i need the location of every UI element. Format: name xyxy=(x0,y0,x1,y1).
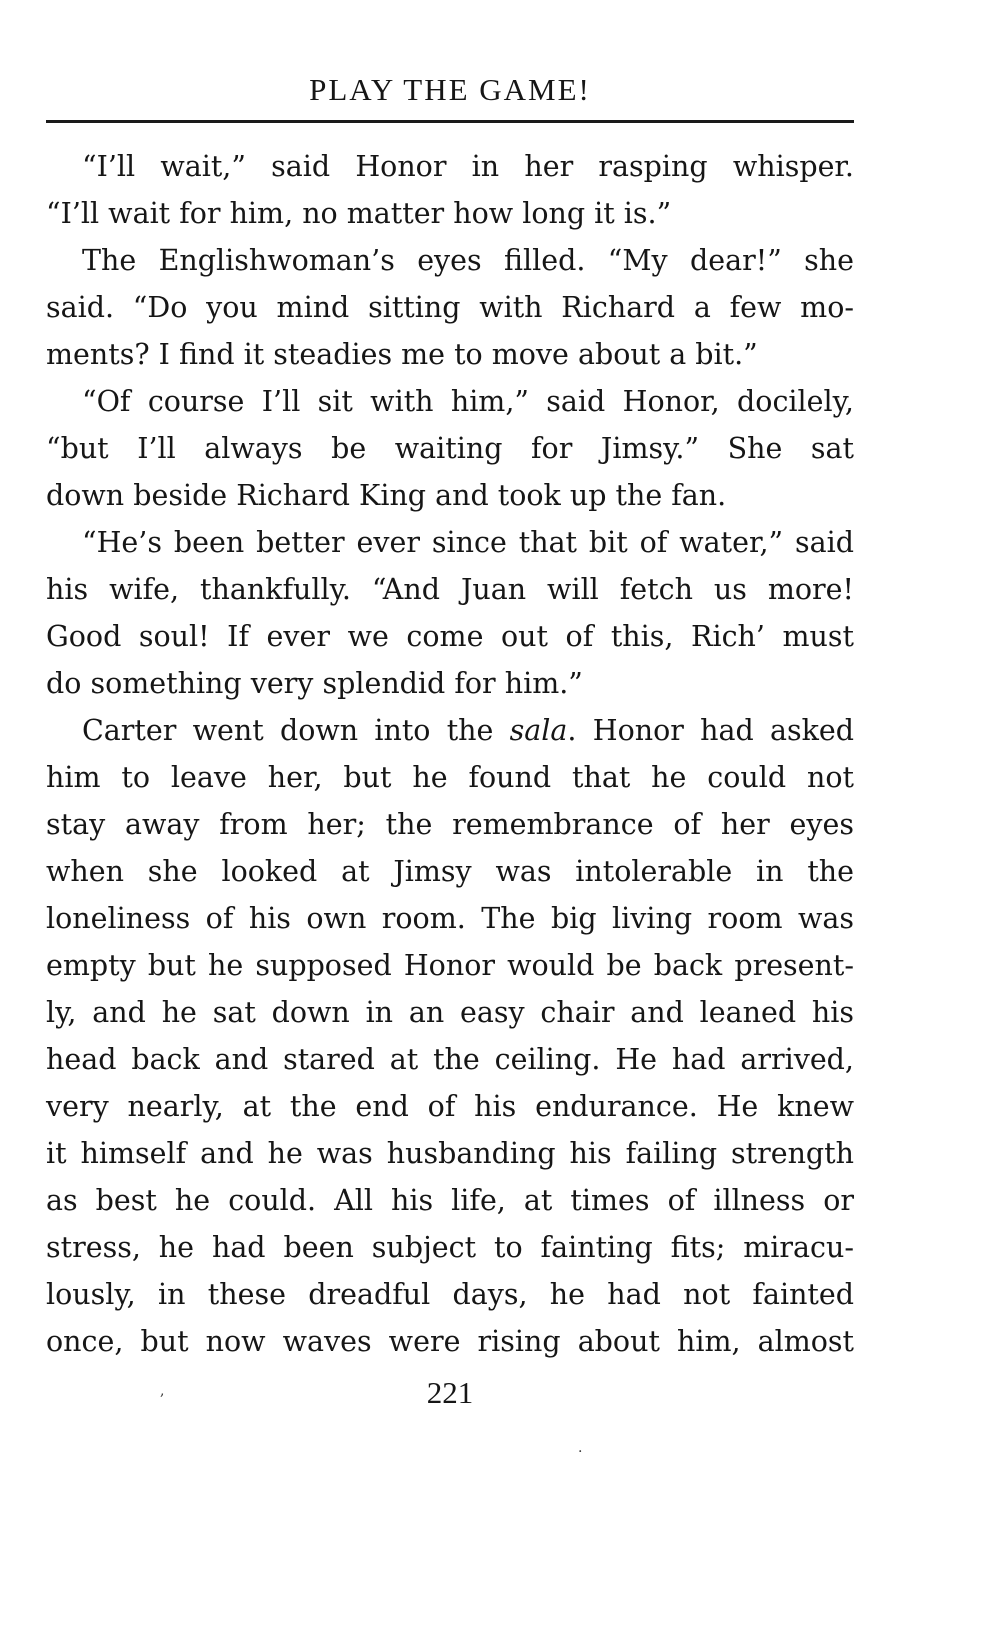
page-number: 221 xyxy=(426,1375,474,1410)
text-line: it himself and he was husbanding his failing strength xyxy=(46,1137,854,1170)
text-line: loneliness of his own room. The big living room was xyxy=(46,902,854,935)
text-line: empty but he supposed Honor would be back present- xyxy=(46,949,854,982)
text-line: Good soul! If ever we come out of this, Rich’ must xyxy=(46,620,854,653)
text-line: “I’ll wait,” said Honor in her rasping whisper. xyxy=(82,150,854,183)
body-text xyxy=(46,143,854,1365)
text-line: when she looked at Jimsy was intolerable in the xyxy=(46,855,854,888)
text-line: “He’s been better ever since that bit of water,” said xyxy=(82,526,854,559)
stray-mark: . xyxy=(578,1440,583,1456)
text-line: “Of course I’ll sit with him,” said Honor, docilely, xyxy=(82,385,854,418)
text-line: Carter went down into the sala. Honor had asked xyxy=(82,714,854,747)
text-line: ments? I find it steadies me to move about a bit.” xyxy=(46,338,758,371)
text-line: said. “Do you mind sitting with Richard a few mo- xyxy=(46,291,854,324)
header-rule xyxy=(46,120,854,123)
text-line: once, but now waves were rising about him, almost xyxy=(46,1325,854,1358)
text-line: down beside Richard King and took up the fan. xyxy=(46,479,727,512)
text-line: “I’ll wait for him, no matter how long it is.” xyxy=(46,197,672,230)
text-line: ly, and he sat down in an easy chair and leaned his xyxy=(46,996,854,1029)
text-line: head back and stared at the ceiling. He had arrived, xyxy=(46,1043,854,1076)
running-head: PLAY THE GAME! xyxy=(309,72,591,107)
stray-mark: , xyxy=(160,1383,165,1399)
text-line: as best he could. All his life, at times of illness or xyxy=(46,1184,854,1217)
text-line: The Englishwoman’s eyes filled. “My dear!” she xyxy=(82,244,854,277)
text-line: “but I’ll always be waiting for Jimsy.” She sat xyxy=(46,432,854,465)
text-line: stay away from her; the remembrance of her eyes xyxy=(46,808,854,841)
text-line: very nearly, at the end of his endurance. He knew xyxy=(46,1090,854,1123)
text-line: him to leave her, but he found that he could not xyxy=(46,761,854,794)
text-line: lously, in these dreadful days, he had not fainted xyxy=(46,1278,854,1311)
book-page xyxy=(46,0,854,1635)
text-line: do something very splendid for him.” xyxy=(46,667,583,700)
text-line: stress, he had been subject to fainting fits; miracu- xyxy=(46,1231,854,1264)
text-line: his wife, thankfully. “And Juan will fetch us more! xyxy=(46,573,854,606)
